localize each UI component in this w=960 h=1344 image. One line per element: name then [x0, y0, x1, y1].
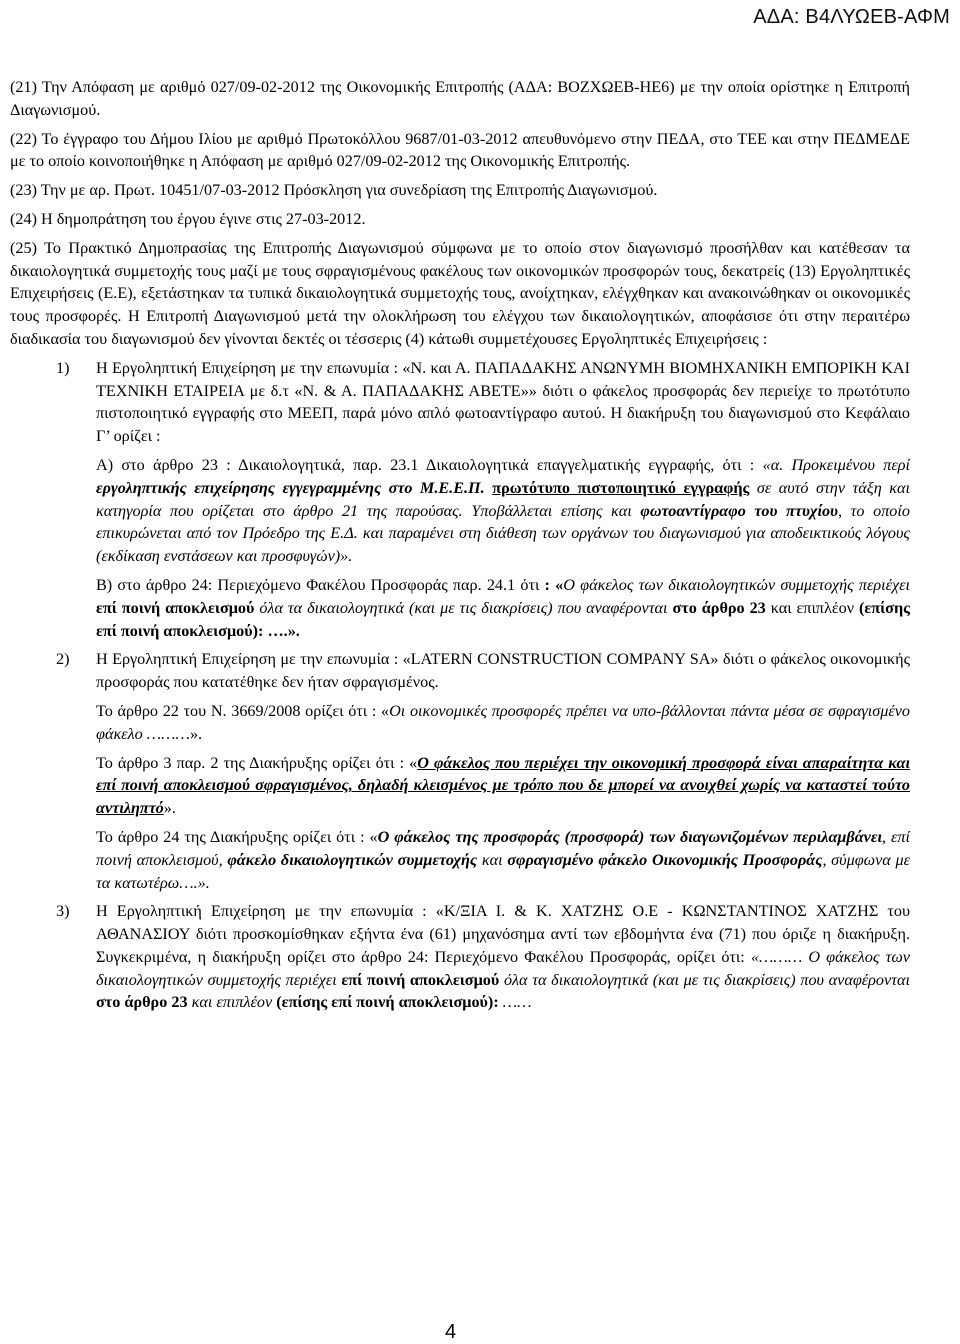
article-23-quote-a: «α. Προκειμένου περί [762, 455, 910, 474]
article-3-lead: Το άρθρο 3 παρ. 2 της Διακήρυξης ορίζει ότι : « [96, 753, 418, 772]
ada-code: ΑΔΑ: Β4ΛΥΩΕΒ-ΑΦΜ [753, 6, 950, 28]
article-24-quote-b: επί ποινή αποκλεισμού [96, 598, 255, 617]
law-article-end: ». [189, 724, 203, 743]
document-body [10, 76, 910, 1014]
item-22: (22) Το έγγραφο του Δήμου Ιλίου με αριθμό Πρωτοκόλλου 9687/01-03-2012 απευθυνόμενο στην ΠΕΔΑ, στο ΤΕΕ και στην ΠΕΔΜΕΔΕ με το οποίο κοινοποιήθηκε η Απόφαση με αριθμό 027/09-02-2012 της Οικονομικής Επιτροπής. [10, 129, 910, 171]
sub-item-2-number: 2) [56, 650, 70, 669]
article-24b-quote-f: , σύμφωνα με τα κατωτέρω….». [96, 850, 910, 892]
article-24-quote-e: και επιπλέον [765, 598, 859, 617]
article-23-quote-d: σε αυτό στην τάξη και κατηγορία που ορίζεται στο άρθρο 21 της παρούσας. Υποβάλλεται επίσης και [96, 478, 911, 520]
sub-item-3-quote-b: επί ποινή αποκλεισμού [341, 970, 500, 989]
sub-item-2-law-article [96, 700, 910, 746]
article-24-quote-d: στο άρθρο 23 [672, 598, 766, 617]
article-24-colon: : « [544, 575, 564, 594]
article-24-quote-a: Ο φάκελος των δικαιολογητικών συμμετοχής περιέχει [563, 575, 910, 594]
sub-item-3-quote-c: όλα τα δικαιολογητικά (και με τις διακρίσεις) που αναφέρονται [499, 970, 910, 989]
sub-item-3-quote-g: …… [498, 993, 532, 1012]
article-24b-quote-a: Ο φάκελος της προσφοράς (προσφορά) των διαγωνιζομένων περιλαμβάνει [377, 827, 882, 846]
sub-item-1-number: 1) [56, 358, 70, 377]
item-24: (24) Η δημοπράτηση του έργου έγινε στις 27-03-2012. [10, 209, 366, 228]
article-24b-quote-d: και [477, 850, 508, 869]
article-24-lead: Β) στο άρθρο 24: Περιεχόμενο Φακέλου Προσφοράς παρ. 24.1 ότι [96, 575, 545, 594]
sub-item-2-article-3 [96, 752, 910, 820]
item-21: (21) Την Απόφαση με αριθμό 027/09-02-2012 της Οικονομικής Επιτροπής (ΑΔΑ: ΒΟΖΧΩΕΒ-ΗΕ6) με την οποία ορίστηκε η Επιτροπή Διαγωνισμού. [10, 78, 910, 119]
law-article-quote: Οι οικονομικές προσφορές πρέπει να υπο-βάλλονται πάντα μέσα σε σφραγισμένο φάκελο ……… [96, 701, 910, 743]
article-24-quote-c: όλα τα δικαιολογητικά (και με τις διακρίσεις) που αναφέρονται [254, 598, 673, 617]
article-24b-quote-e: σφραγισμένο φάκελο Οικονομικής Προσφοράς [507, 850, 823, 869]
article-24-quote-f: (επίσης επί ποινή αποκλεισμού): ….». [96, 598, 910, 640]
sub-item-1-article-23 [96, 454, 910, 568]
sub-item-3 [10, 900, 910, 1014]
sub-item-1-text: Η Εργοληπτική Επιχείρηση με την επωνυμία : «Ν. και Α. ΠΑΠΑΔΑΚΗΣ ΑΝΩΝΥΜΗ ΒΙΟΜΗΧΑΝΙΚΗ ΕΜΠΟΡΙΚΗ ΚΑΙ ΤΕΧΝΙΚΗ ΕΤΑΙΡΕΙΑ με δ.τ «Ν. & Α. ΠΑΠΑΔΑΚΗΣ ΑΒΕΤΕ»» διότι ο φάκελος προσφοράς δεν περιείχε το πρωτότυπο πιστοποιητικό εγγραφής στο ΜΕΕΠ, παρά μόνο απλό φωτοαντίγραφο αυτού. Η διακήρυξη του διαγωνισμού στο Κεφάλαιο Γ’ ορίζει : [96, 358, 910, 446]
sub-item-2-text: Η Εργοληπτική Επιχείρηση με την επωνυμία : «LATERN CONSTRUCTION COMPANY SA» διότι ο φάκελος οικονομικής προσφοράς που κατατέθηκε δεν ήταν σφραγισμένος. [96, 650, 910, 692]
sub-item-3-text-wrap [96, 900, 910, 1014]
sub-item-3-text: Η Εργοληπτική Επιχείρηση με την επωνυμία : «Κ/ΞΙΑ Ι. & Κ. ΧΑΤΖΗΣ Ο.Ε - ΚΩΝΣΤΑΝΤΙΝΟΣ ΧΑΤΖΗΣ του ΑΘΑΝΑΣΙΟΥ διότι προσκομίσθηκαν εξήντα ένα (61) μηχανόσημα αντί των εβδομήντα ένα (71) που όριζε η διακήρυξη. Συγκεκριμένα, η διακήρυξη ορίζει στο άρθρο 24: Περιεχόμενο Φακέλου Προσφοράς, ορίζει ότι: [96, 902, 910, 966]
sub-item-3-quote-a: «……… Ο φάκελος των δικαιολογητικών συμμετοχής περιέχει [96, 947, 910, 989]
item-25: (25) Το Πρακτικό Δημοπρασίας της Επιτροπής Διαγωνισμού σύμφωνα με το οποίο στον διαγωνισμό προσήλθαν και κατέθεσαν τα δικαιολογητικά συμμετοχής τους μαζί με τους σφραγισμένους φακέλους των οικονομικών προσφορών τους, δεκατρείς (13) Εργοληπτικές Επιχειρήσεις (Ε.Ε), εξετάστηκαν τα τυπικά δικαιολογητικά συμμετοχής τους, ανοίχτηκαν, ελέγχθηκαν και ανακοινώθηκαν οι οικονομικές τους προσφορές. Η Επιτροπή Διαγωνισμού μετά την ολοκλήρωση του ελέγχου των δικαιολογητικών, αποφάσισε ότι στην περαιτέρω διαδικασία του διαγωνισμού δεν γίνονται δεκτές οι τέσσερις (4) κάτωθι συμμετέχουσες Εργοληπτικές Επιχειρήσεις : [10, 238, 910, 348]
article-23-quote-f: , το οποίο επικυρώνεται από τον Πρόεδρο της Ε.Δ. και παραμένει στη διάθεση των οργάνων του διαγωνισμού για αποδεικτικούς λόγους (εκδίκαση ενστάσεων και προσφυγών)». [96, 501, 910, 566]
article-23-quote-b: εργοληπτικής επιχείρησης εγγεγραμμένης στο Μ.Ε.Ε.Π. [96, 478, 485, 497]
page-number: 4 [445, 1321, 457, 1343]
item-23: (23) Την με αρ. Πρωτ. 10451/07-03-2012 Πρόσκληση για συνεδρίαση της Επιτροπής Διαγωνισμού. [10, 181, 658, 200]
article-24b-quote-b: , επί ποινή αποκλεισμού, [96, 827, 910, 869]
sub-item-1 [10, 357, 910, 448]
article-24b-lead: Το άρθρο 24 της Διακήρυξης ορίζει ότι : « [96, 827, 378, 846]
article-24b-quote-c: φάκελο δικαιολογητικών συμμετοχής [227, 850, 478, 869]
sub-item-3-quote-d: στο άρθρο 23 [96, 993, 188, 1012]
article-3-end: ». [163, 799, 176, 818]
article-23-quote-e: φωτοαντίγραφο του πτυχίου [640, 501, 838, 520]
law-article-lead: Το άρθρο 22 του Ν. 3669/2008 ορίζει ότι : « [96, 701, 390, 720]
sub-item-2-article-24 [96, 826, 910, 894]
sub-item-2 [10, 648, 910, 694]
sub-item-3-quote-e: και επιπλέον [187, 993, 277, 1012]
sub-item-3-number: 3) [56, 902, 70, 921]
article-23-quote-c: πρωτότυπο πιστοποιητικό εγγραφής [492, 478, 750, 497]
sub-item-3-quote-f: (επίσης επί ποινή αποκλεισμού): [276, 993, 499, 1012]
sub-item-1-article-24 [96, 574, 910, 642]
article-23-lead: Α) στο άρθρο 23 : Δικαιολογητικά, παρ. 23.1 Δικαιολογητικά επαγγελματικής εγγραφής, ότι : [96, 455, 755, 474]
article-3-quote: Ο φάκελος που περιέχει την οικονομική προσφορά είναι απαραίτητα και επί ποινή αποκλεισμού σφραγισμένος, δηλαδή κλεισμένος με τρόπο που δε μπορεί να ανοιχθεί χωρίς να καταστεί τούτο αντιληπτό [96, 753, 910, 818]
